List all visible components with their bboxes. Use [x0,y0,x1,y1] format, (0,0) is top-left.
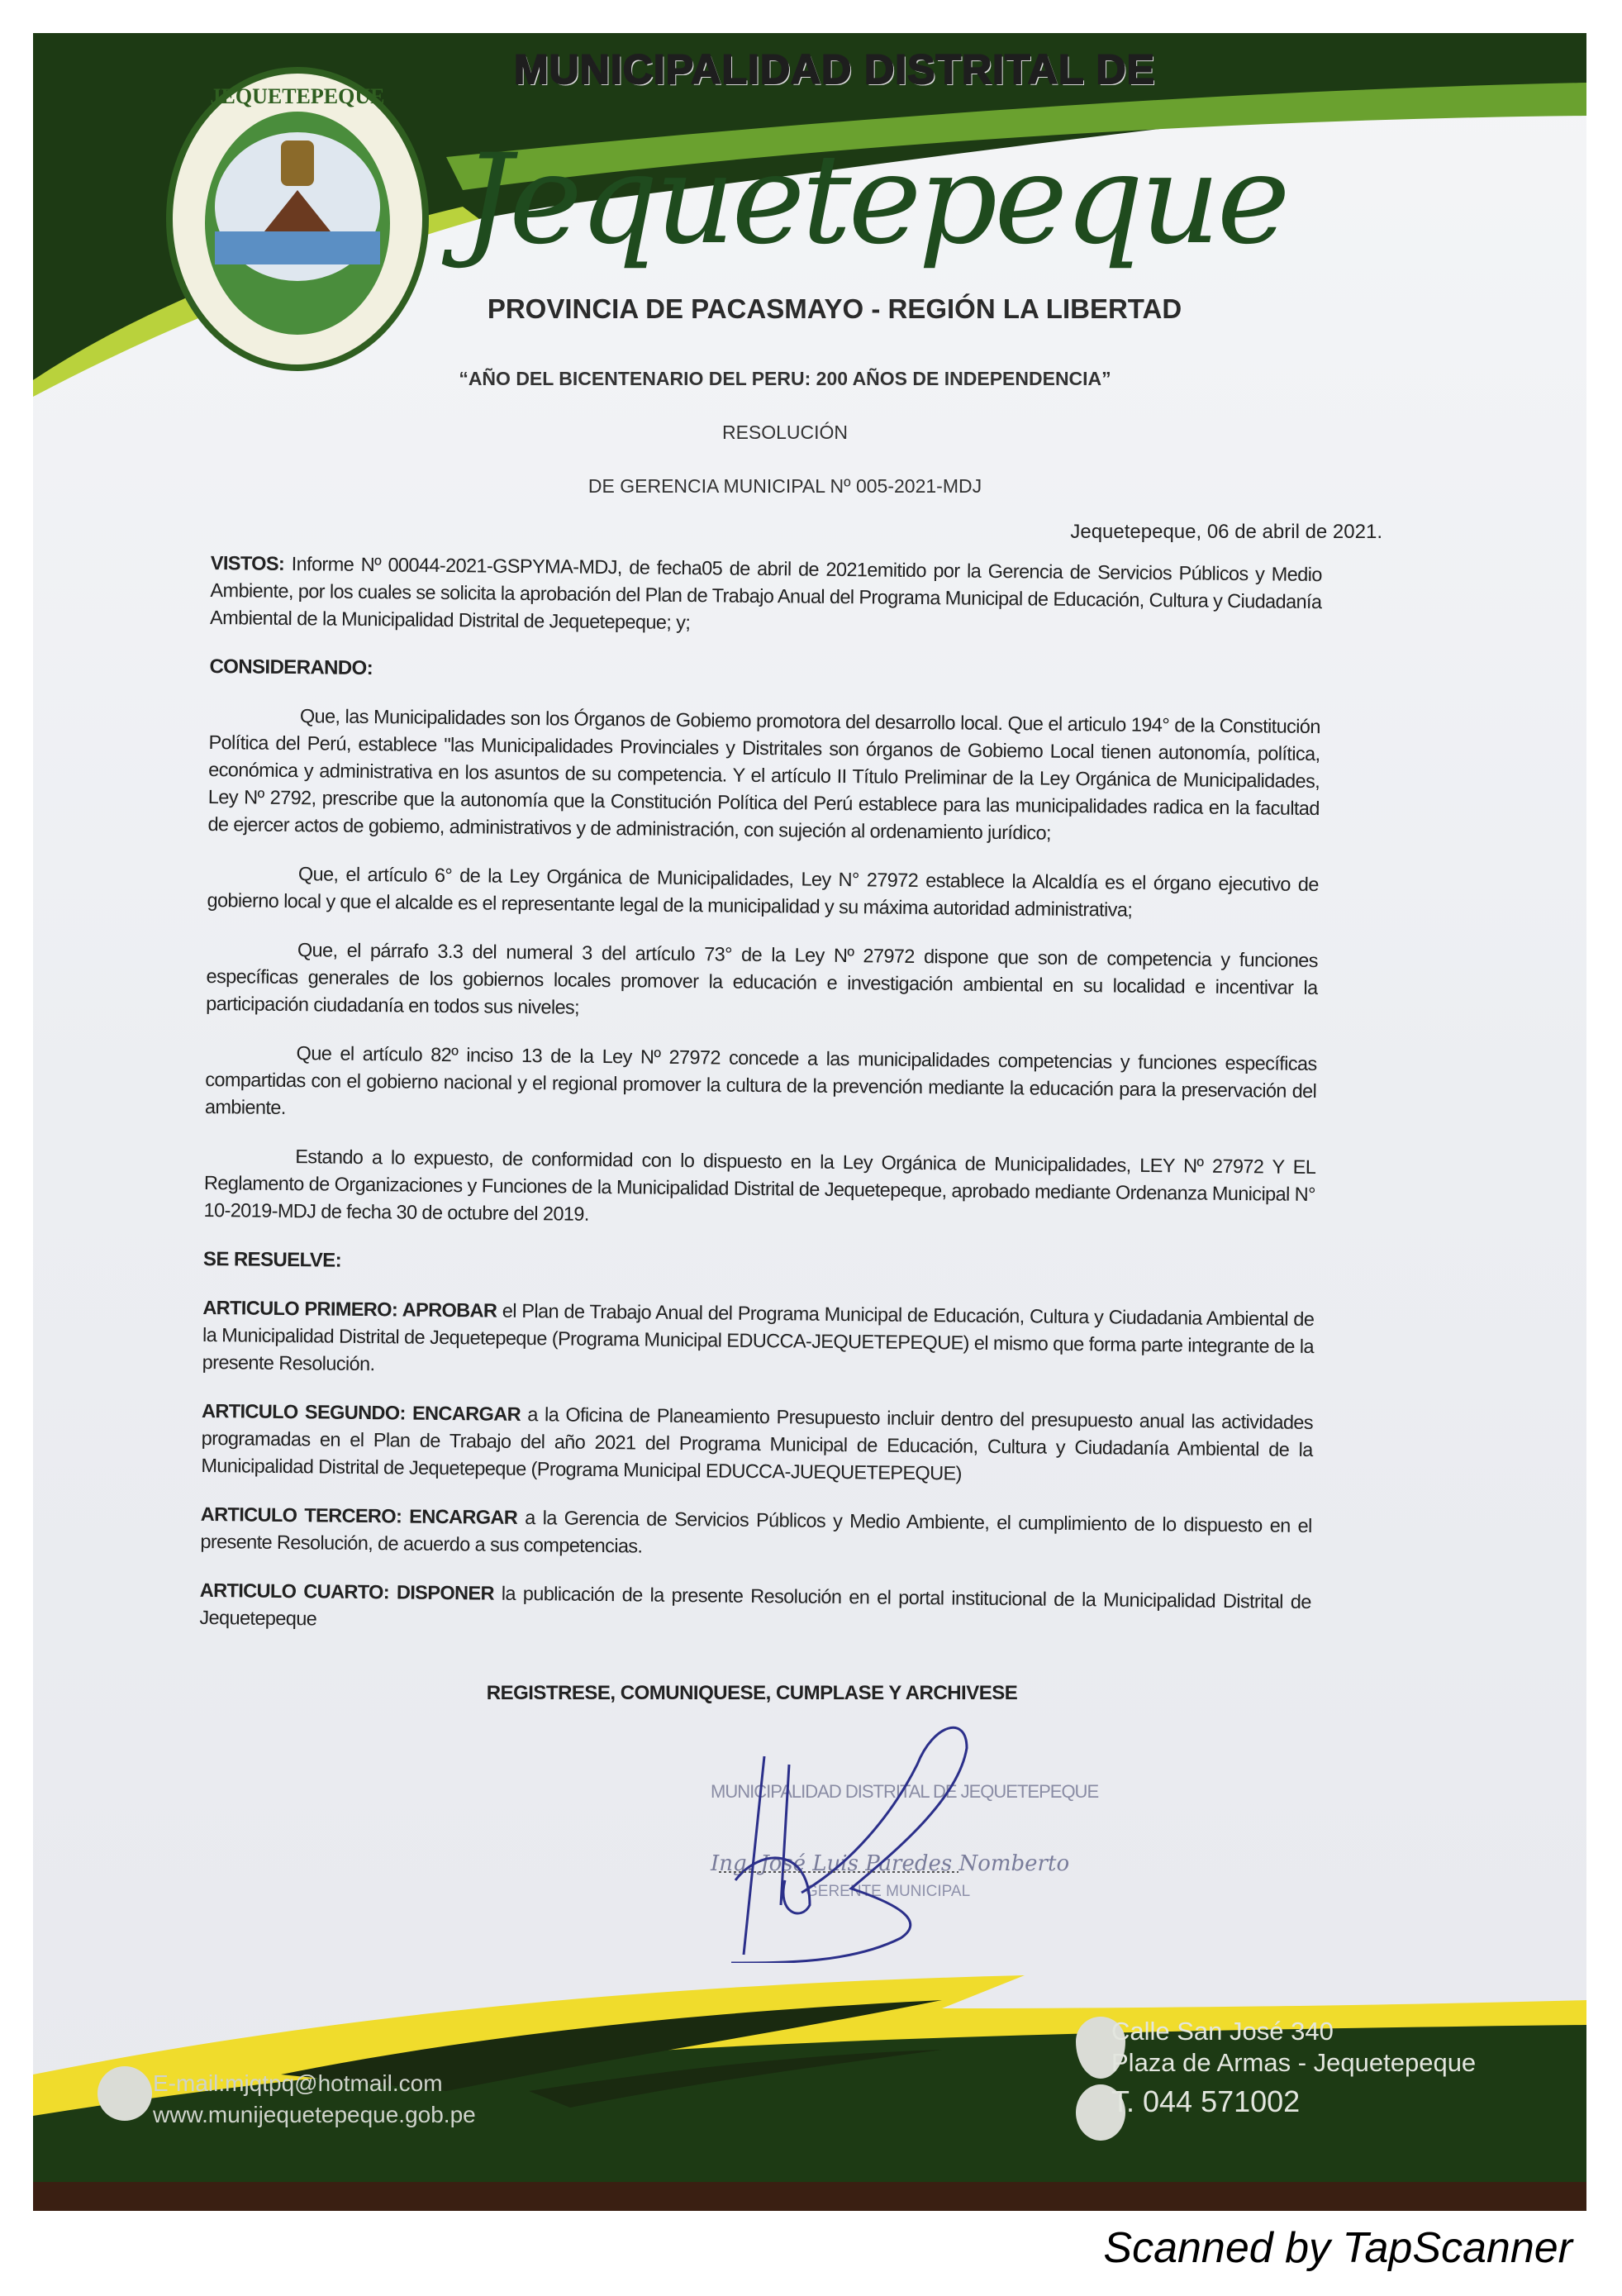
considerando-paragraph: Que, el párrafo 3.3 del numeral 3 del artículo 73° de la Ley Nº 27972 dispone que son de competencia y funciones específicas generales de los gobiernos locales promover la educación e investigación ambiental en su localidad e incentivar la participación ciudadanía en todos sus niveles; [206,939,1319,1018]
footer-website: www.munijequetepeque.gob.pe [153,2102,476,2127]
document-title: RESOLUCIÓN [721,422,849,443]
scanner-watermark: Scanned by TapScanner [1103,2224,1572,2272]
vistos-paragraph [210,550,1322,643]
se-resuelve-heading: SE RESUELVE: [202,1247,342,1272]
closing-formula: REGISTRESE, COMUNIQUESE, CUMPLASE Y ARCHIVESE [486,1682,1018,1704]
municipality-logo [165,66,430,372]
email-icon [98,2066,152,2121]
document-date: Jequetepeque, 06 de abril de 2021. [1070,521,1382,543]
handwritten-signature [686,1715,1082,1963]
stamp-role: GERENTE MUNICIPAL [806,1883,971,1900]
article-text: la publicación de la presente Resolución en el portal institucional de la Municipalidad Distrital de Jequetepeque [199,1582,1311,1630]
article-label: ARTICULO TERCERO: ENCARGAR [200,1503,518,1528]
municipality-name-header: MUNICIPALIDAD DISTRITAL DE [514,46,1155,93]
article-text: el Plan de Trabajo Anual del Programa Municipal de Educación, Cultura y Ciudadania Ambiental de la Municipalidad Distrital de Jequetepeque (Programa Municipal EDUCCA-JEQUETEPEQUE) el mismo que forma parte integrante de la presente Resolución. [202,1299,1315,1375]
district-name-script: Jequetepeque [463,128,1287,272]
stamp-entity: MUNICIPALIDAD DISTRITAL DE JEQUETEPEQUE [711,1781,1099,1802]
considerando-heading: CONSIDERANDO: [209,655,373,680]
considerando-paragraph: Que el artículo 82º inciso 13 de la Ley Nº 27972 concede a las municipalidades competencias y funciones específicas compartidas con el gobierno nacional y el regional promover la cultura de la prevención mediante la educación para la preservación del ambiente. [204,1042,1317,1118]
vistos-text: Informe Nº 00044-2021-GSPYMA-MDJ, de fecha05 de abril de 2021emitido por la Gerencia de Servicios Públicos y Medio Ambiente, por los cuales se solicita la aprobación del Plan de Trabajo Anual del Programa Municipal de Educación, Cultura y Ciudadanía Ambiental de la Municipalidad Distrital de Jequetepeque; y; [210,552,1322,634]
vistos-label: VISTOS: [210,551,285,574]
article-paragraph [202,1294,1315,1388]
footer-address-line2: Plaza de Armas - Jequetepeque [1111,2048,1477,2077]
article-paragraph [201,1398,1313,1491]
article-paragraph [200,1501,1312,1567]
footer-email: E-mail:mjqtpq@hotmail.com [153,2070,443,2096]
article-label: ARTICULO PRIMERO: APROBAR [202,1296,497,1322]
article-text: a la Oficina de Planeamiento Presupuesto incluir dentro del presupuesto anual las actividades programadas en el Plan de Trabajo del año 2021 del Programa Municipal de Educación, Cultura y Ciudadanía Ambiental de la Municipalidad Distrital de Jequetepeque (Programa Municipal EDUCCA-JUEQUETEPEQUE) [201,1403,1314,1484]
year-motto: “AÑO DEL BICENTENARIO DEL PERU: 200 AÑOS DE INDEPENDENCIA” [459,368,1111,389]
article-label: ARTICULO CUARTO: DISPONER [199,1579,495,1604]
document-body [199,550,1322,1665]
stamp-name: Ing. José Luis Paredes Nomberto [711,1851,1070,1876]
article-label: ARTICULO SEGUNDO: ENCARGAR [201,1399,521,1425]
considerando-paragraph: Estando a lo expuesto, de conformidad con lo dispuesto en la Ley Orgánica de Municipalidades, LEY Nº 27972 Y EL Reglamento de Organizaciones y Funciones de la Municipalidad Distrital de Jequetepeque, aprobado mediante Ordenanza Municipal N° 10-2019-MDJ de fecha 30 de octubre del 2019. [203,1146,1316,1225]
considerando-paragraph: Que, el artículo 6° de la Ley Orgánica de Municipalidades, Ley N° 27972 establece la Alcaldía es el órgano ejecutivo de gobierno local y que el alcalde es el representante legal de la municipalidad y su máxima autoridad administrativa; [207,863,1319,921]
footer-address-line1: Calle San José 340 [1111,2017,1334,2046]
considerando-paragraph: Que, las Municipalidades son los Órganos de Gobiemo promotora del desarrollo local. Que el articulo 194° de la Constitución Política del Perú, establece "las Municipalidades Provinciales y Distritales son órganos de Gobiemo Local tienen autonomía, política, económica y administrativa en los asuntos de su competencia. Y el artículo II Título Preliminar de la Ley Orgánica de Municipalidades, Ley Nº 2792, prescribe que la autonomía que la Constitución Política del Perú establece para las municipalidades radica en la facultad de ejercer actos de gobiemo, administrativos y de administración, con sujeción al ordenamiento jurídico; [207,705,1320,844]
province-region: PROVINCIA DE PACASMAYO - REGIÓN LA LIBERTAD [487,293,1182,324]
article-paragraph [199,1577,1311,1643]
footer-phone: T. 044 571002 [1111,2084,1301,2118]
svg-text:JEQUETEPEQUE: JEQUETEPEQUE [210,84,385,108]
article-text: a la Gerencia de Servicios Públicos y Medio Ambiente, el cumplimiento de lo dispuesto en el presente Resolución, de acuerdo a sus competencias. [200,1506,1312,1557]
document-number: DE GERENCIA MUNICIPAL Nº 005-2021-MDJ [587,475,982,497]
